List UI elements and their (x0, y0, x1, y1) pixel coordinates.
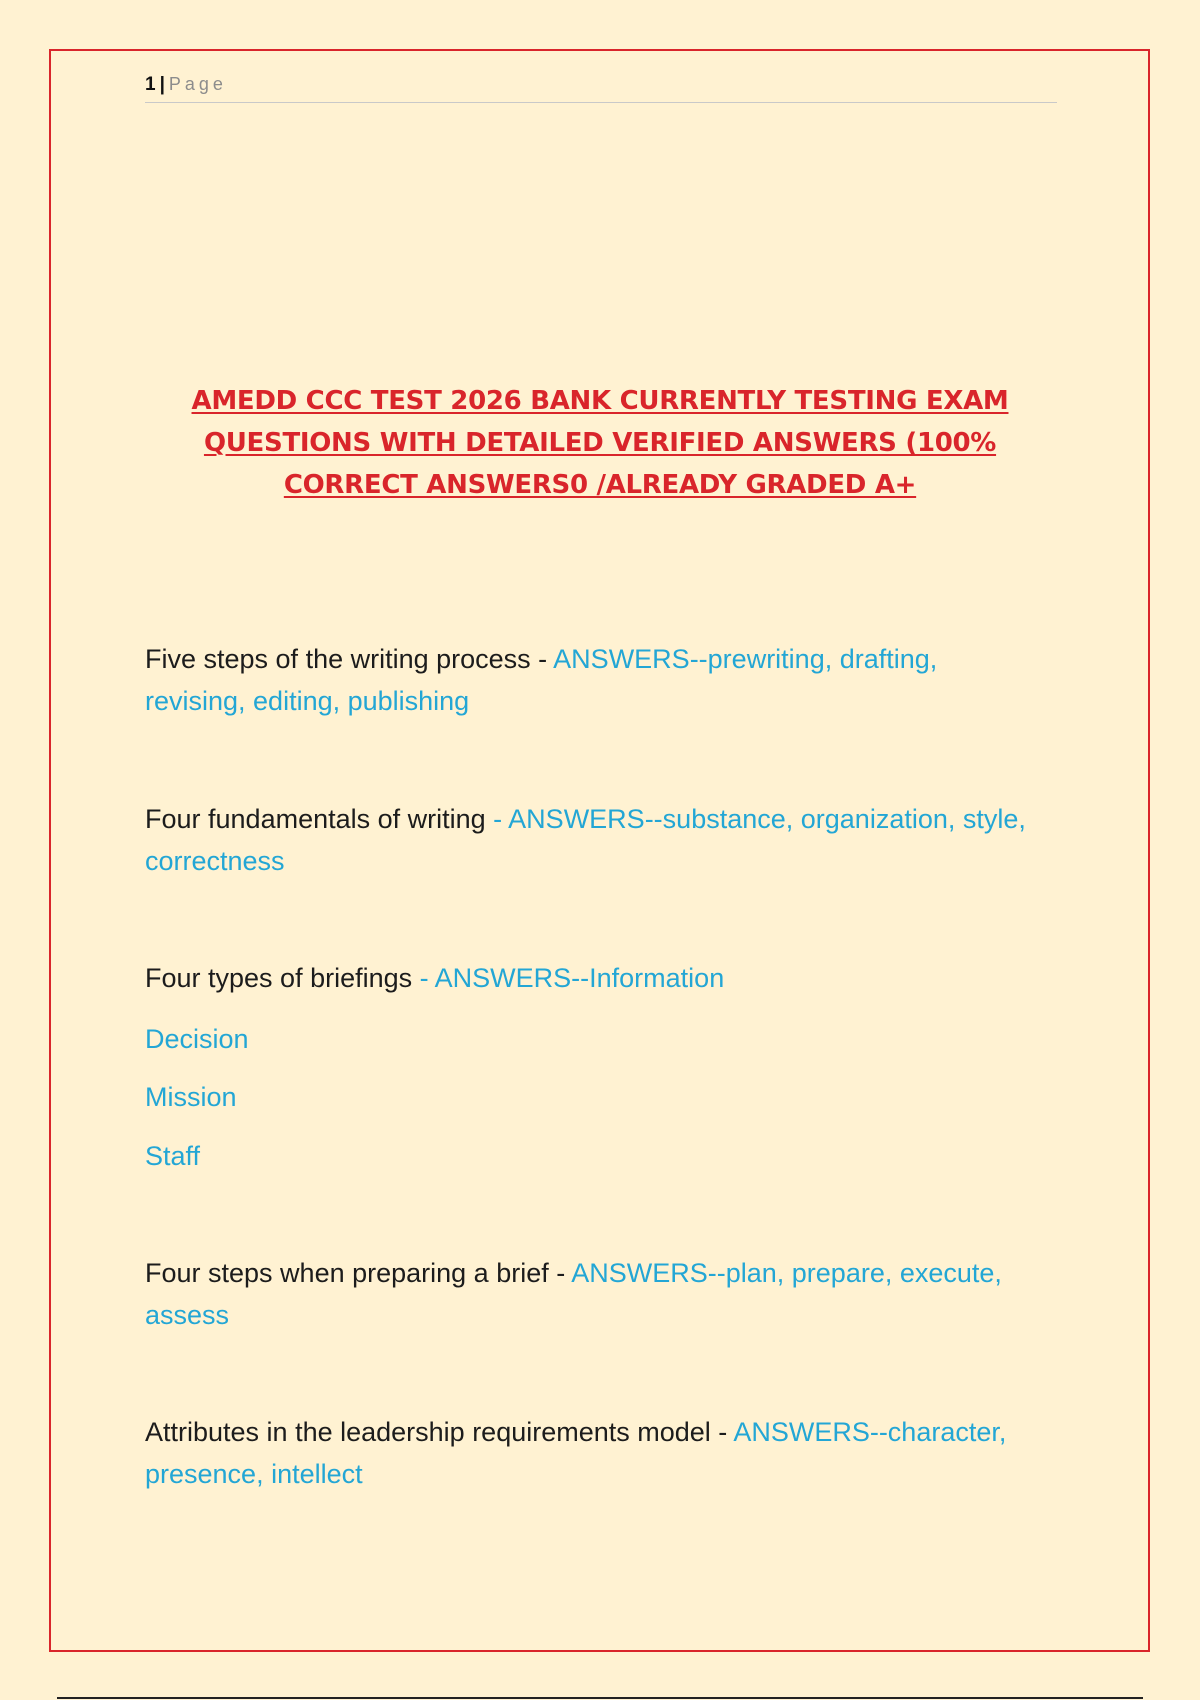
qa-item-fundamentals (145, 798, 1045, 882)
qa-item-leadership-attributes (145, 1411, 1045, 1495)
question-text: Attributes in the leadership requirements model - (145, 1417, 734, 1447)
bottom-divider (57, 1697, 1143, 1699)
question-text: Five steps of the writing process - (145, 644, 554, 674)
page-number: 1 (145, 74, 156, 95)
answer-text: ANSWERS--prewriting, drafting, revising, editing, publishing (145, 644, 938, 716)
page-label: Page (168, 74, 227, 94)
qa-item-writing-process (145, 638, 1045, 722)
qa-item-briefings (145, 957, 1045, 999)
question-text: Four types of briefings (145, 963, 420, 993)
answer-text: ANSWERS--character, presence, intellect (145, 1417, 1007, 1489)
question-text: Four steps when preparing a brief - (145, 1258, 572, 1288)
briefing-type-decision: Decision (145, 1024, 249, 1054)
briefing-type-mission: Mission (145, 1082, 237, 1112)
question-text: Four fundamentals of writing (145, 804, 494, 834)
answer-text: ANSWERS--plan, prepare, execute, assess (145, 1258, 1002, 1330)
qa-item-brief-steps (145, 1252, 1045, 1336)
answer-text: - ANSWERS--substance, organization, style, correctness (145, 804, 1026, 876)
briefing-type-staff: Staff (145, 1141, 201, 1171)
page-header (145, 70, 1057, 103)
page-separator: | (159, 74, 165, 95)
document-title: AMEDD CCC TEST 2026 BANK CURRENTLY TESTING EXAM QUESTIONS WITH DETAILED VERIFIED ANSWERS (100% CORRECT ANSWERS0 /ALREADY GRADED A+ (191, 386, 1009, 500)
answer-text: - ANSWERS--Information (419, 963, 725, 993)
